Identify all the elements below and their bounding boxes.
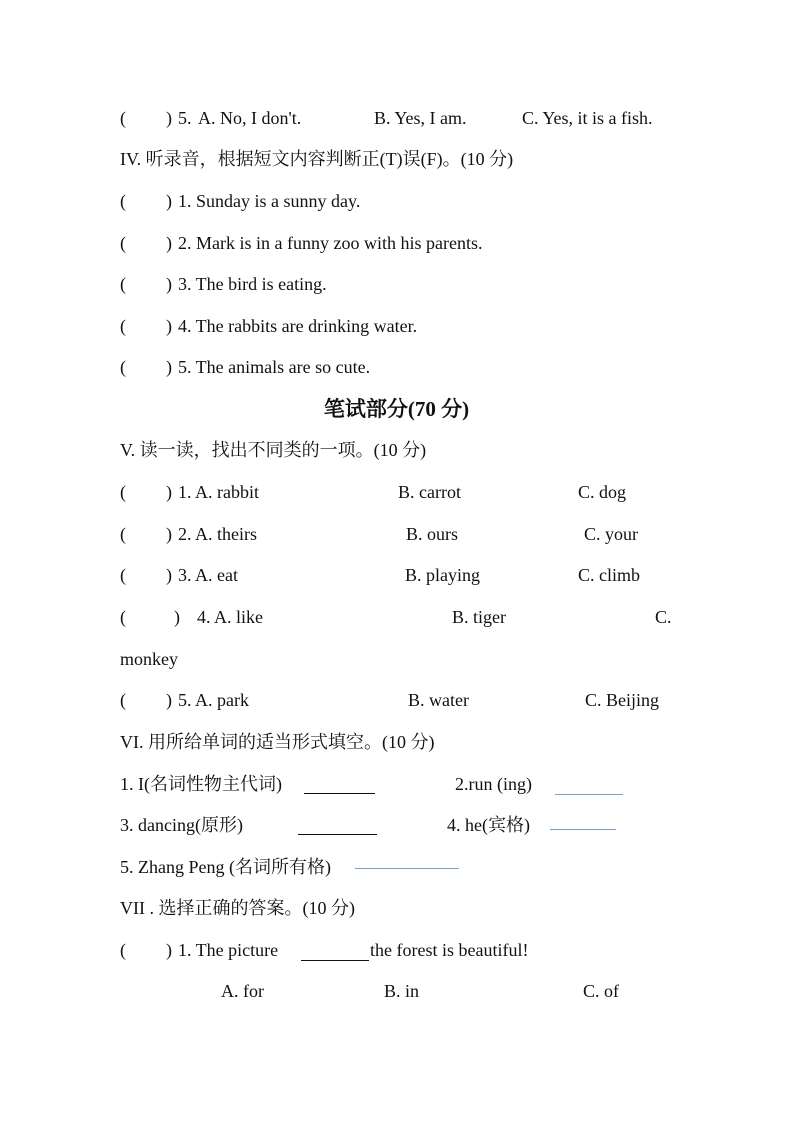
fill-blank-prompt: 3. dancing(原形) — [120, 815, 243, 835]
statement-text: 5. The animals are so cute. — [178, 357, 371, 377]
answer-paren-close: ) — [166, 108, 172, 128]
written-part-heading: 笔试部分(70 分) — [323, 397, 470, 421]
option-c: C. your — [584, 524, 638, 544]
answer-paren-open: ( — [120, 233, 126, 253]
answer-paren-close: ) — [166, 482, 172, 502]
option-a: A. No, I don't. — [198, 108, 302, 128]
option-a: A. for — [221, 981, 264, 1001]
option-b: B. playing — [405, 565, 480, 585]
section-vii-title: VII . 选择正确的答案。(10 分) — [120, 898, 355, 918]
question-number: 5. — [178, 108, 192, 128]
answer-paren-close: ) — [166, 357, 172, 377]
answer-paren-close: ) — [166, 565, 172, 585]
option-c: C. dog — [578, 482, 627, 502]
answer-blank[interactable] — [355, 868, 459, 869]
answer-paren-open: ( — [120, 482, 126, 502]
answer-paren-open: ( — [120, 607, 126, 627]
answer-paren-open: ( — [120, 108, 126, 128]
answer-paren-close: ) — [166, 191, 172, 211]
statement-text: 2. Mark is in a funny zoo with his parents. — [178, 233, 483, 253]
answer-blank[interactable] — [304, 793, 375, 794]
section-iv-title: IV. 听录音，根据短文内容判断正(T)误(F)。(10 分) — [120, 149, 514, 169]
answer-paren-close: ) — [166, 316, 172, 336]
option-b: B. water — [408, 690, 469, 710]
option-a: 2. A. theirs — [178, 524, 257, 544]
answer-paren-close: ) — [166, 274, 172, 294]
answer-paren-open: ( — [120, 357, 126, 377]
answer-paren-close: ) — [174, 607, 180, 627]
answer-paren-open: ( — [120, 274, 126, 294]
answer-paren-open: ( — [120, 690, 126, 710]
option-b: B. in — [384, 981, 420, 1001]
answer-paren-close: ) — [166, 940, 172, 960]
option-a: 3. A. eat — [178, 565, 238, 585]
section-vi-title: VI. 用所给单词的适当形式填空。(10 分) — [120, 732, 435, 752]
answer-blank[interactable] — [298, 834, 377, 835]
statement-text: 1. Sunday is a sunny day. — [178, 191, 361, 211]
question-stem-after: the forest is beautiful! — [370, 940, 529, 960]
option-a: 1. A. rabbit — [178, 482, 259, 502]
option-c-wrapped: monkey — [120, 649, 178, 669]
option-b: B. tiger — [452, 607, 506, 627]
answer-paren-close: ) — [166, 233, 172, 253]
option-c: C. climb — [578, 565, 640, 585]
statement-text: 4. The rabbits are drinking water. — [178, 316, 418, 336]
option-c: C. — [655, 607, 672, 627]
section-v-title: V. 读一读，找出不同类的一项。(10 分) — [120, 440, 427, 460]
statement-text: 3. The bird is eating. — [178, 274, 327, 294]
fill-blank-prompt: 4. he(宾格) — [447, 815, 530, 835]
answer-paren-close: ) — [166, 690, 172, 710]
option-b: B. carrot — [398, 482, 461, 502]
fill-blank-prompt: 2.run (ing) — [455, 774, 532, 794]
fill-blank-prompt: 1. I(名词性物主代词) — [120, 774, 282, 794]
answer-paren-open: ( — [120, 565, 126, 585]
answer-paren-open: ( — [120, 524, 126, 544]
answer-paren-open: ( — [120, 940, 126, 960]
option-c: C. Beijing — [585, 690, 660, 710]
answer-paren-open: ( — [120, 316, 126, 336]
option-a: 4. A. like — [197, 607, 263, 627]
fill-blank-prompt: 5. Zhang Peng (名词所有格) — [120, 857, 331, 877]
question-stem-before: 1. The picture — [178, 940, 279, 960]
answer-paren-close: ) — [166, 524, 172, 544]
answer-blank[interactable] — [555, 794, 623, 795]
option-c: C. Yes, it is a fish. — [522, 108, 653, 128]
option-c: C. of — [583, 981, 619, 1001]
answer-blank[interactable] — [550, 829, 616, 830]
option-a: 5. A. park — [178, 690, 249, 710]
option-b: B. Yes, I am. — [374, 108, 467, 128]
answer-paren-open: ( — [120, 191, 126, 211]
answer-blank[interactable] — [301, 960, 369, 961]
option-b: B. ours — [406, 524, 459, 544]
